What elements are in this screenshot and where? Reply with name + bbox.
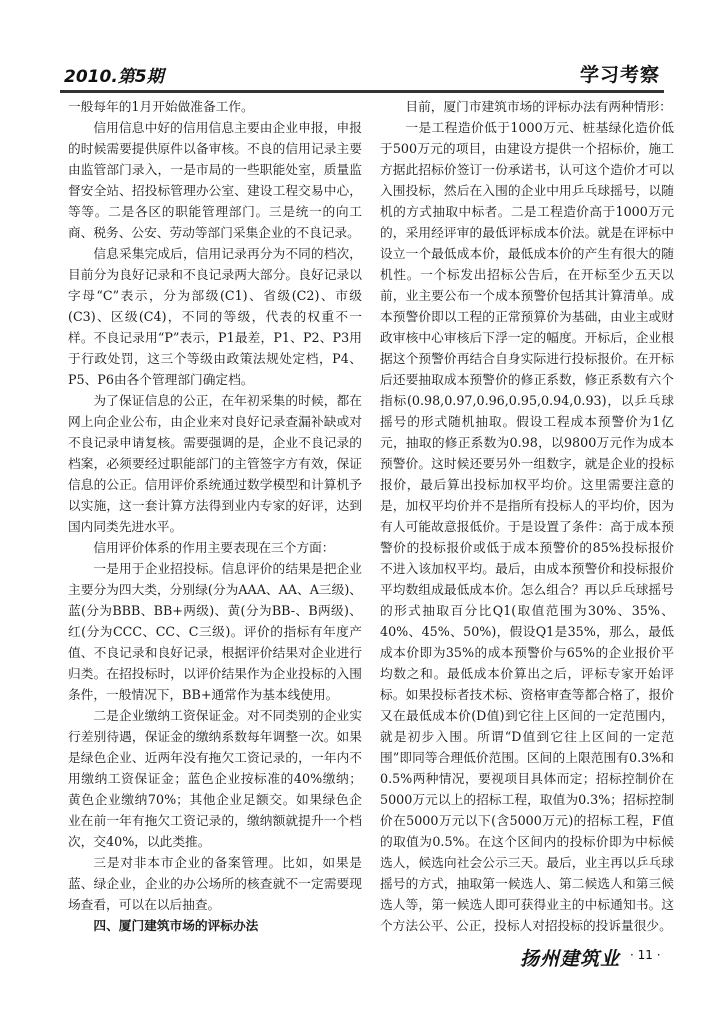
paragraph: 一是工程造价低于1000万元、桩基绿化造价低于500万元的项目，由建设方提供一个招标价，施工方据此招标价签订一份承诺书，认可这个造价才可以入围投标，然后在入围的企业中用乒乓球摇号，以随机的方式抽取中标者。二是工程造价高于1000万元的，采用经评审的最低评标成本价法。就是在评标中设立一个最低成本价，最低成本价的产生有很大的随机性。一个标发出招标公告后，在开标至少五天以前，业主要公布一个成本预警价包括其计算清单。成本预警价即以工程的正常预算价为基础，由业主或财政审核中心审核后下浮一定的幅度。开标后，企业根据这个预警价再结合自身实际进行投标报价。在开标后还要抽取成本预警价的修正系数，修正系数有六个指标(0.98,0.97,0.96,0.95,0.94,0.93)，以乒乓球摇号的形式随机抽取。假设工程成本预警价为1亿元，抽取的修正系数为0.98，以9800万元作为成本预警价。这时候还要另外一组数字，就是企业的投标报价，最后算出投标加权平均价。这里需要注意的是，加权平均价并不是指所有投标人的平均价，因为有人可能故意报低价。于是设置了条件：高于成本预警价的投标报价或低于成本预警价的85%投标报价不进入该加权平均。最后，由成本预警价和投标报价平均数组成最低成本价。怎么组合？再以乒乓球摇号的形式抽取百分比Q1(取值范围为30%、35%、40%、45%、50%)，假设Q1是35%，那么，最低成本价即为35%的成本预警价与65%的企业报价平均数之和。最低成本价算出之后，评标专家开始评标。如果投标者技术标、资格审查等都合格了，报价又在最低成本价(D值)到它往上区间的一定范围内，就是初步入围。所谓“D值到它往上区间的一定范围”即同等合理低价范围。区间的上限范围有0.3%和0.5%两种情况，要视项目具体而定；招标控制价在5000万元以上的招标工程，取值为0.3%；招标控制价在5000万元以下(含5000万元)的招标工程，F值的取值为0.5%。在这个区间内的投标价即为中标候选人，候选向社会公示三天。最后，业主再以乒乓球摇号的方式，抽取第一候选人、第二候选人和第三候选人等，第一候选人即可获得业主的中标通知书。这个方法公平、公正，投标人对招投标的投诉量很少。 <box>380 120 674 933</box>
section-heading: 四、厦门建筑市场的评标办法 <box>93 918 259 933</box>
paragraph: 信用评价体系的作用主要表现在三个方面： <box>93 540 335 555</box>
header-rule <box>60 92 664 93</box>
paragraph: 信息采集完成后，信用记录再分为不同的档次，目前分为良好记录和不良记录两大部分。良好记录以字母“C”表示，分为部级(C1)、省级(C2)、市级(C3)、区级(C4)，不同的等级，代表的权重不一样。不良记录用“P”表示，P1最差，P1、P2、P3用于行政处罚，这三个等级由政策法规处定档，P4、P5、P6由各个管理部门确定档。 <box>68 246 362 387</box>
paragraph: 为了保证信息的公正，在年初采集的时候，都在网上向企业公布，由企业来对良好记录查漏补缺或对不良记录申请复核。需要强调的是，企业不良记录的档案，必须要经过职能部门的主管签字方有效，保证信息的公正。信用评价系统通过数学模型和计算机予以实施，这一套计算方法得到业内专家的好评，达到国内同类先进水平。 <box>68 393 362 534</box>
page-footer <box>520 944 670 974</box>
paragraph: 一是用于企业招投标。信息评价的结果是把企业主要分为四大类，分别绿(分为AAA、AA、A三级)、蓝(分为BBB、BB+两级)、黄(分为BB-、B两级)、红(分为CCC、CC、C三级)。评价的指标有年度产值、不良记录和良好记录，根据评价结果对企业进行归类。在招投标时，以评价结果作为企业投标的入围条件，一般情况下，BB+通常作为基本线使用。 <box>68 561 362 702</box>
magazine-logo: 扬州建筑业 <box>520 948 621 970</box>
paragraph: 一般每年的1月开始做准备工作。 <box>68 99 254 114</box>
paragraph: 三是对非本市企业的备案管理。比如，如果是蓝、绿企业，企业的办公场所的核查就不一定需要现场查看，可以在以后抽查。 <box>68 855 362 912</box>
right-column <box>380 96 674 936</box>
paragraph: 二是企业缴纳工资保证金。对不同类别的企业实行差别待遇，保证金的缴纳系数每年调整一次。如果是绿色企业、近两年没有拖欠工资记录的，一年内不用缴纳工资保证金；蓝色企业按标准的40%缴纳；黄色企业缴纳70%；其他企业足额交。如果绿色企业在前一年有拖欠工资记录的，缴纳额就提升一个档次，交40%，以此类推。 <box>68 708 362 849</box>
paragraph: 信用信息中好的信用信息主要由企业申报，申报的时候需要提供原件以备审核。不良的信用记录主要由监管部门录入，一是市局的一些职能处室，质量监督安全站、招投标管理办公室、建设工程交易中心，等等。二是各区的职能管理部门。三是统一的向工商、税务、公安、劳动等部门采集企业的不良记录。 <box>68 120 362 240</box>
column-title: 学习考察 <box>579 64 660 86</box>
issue-label: 2010.第5期 <box>64 67 164 87</box>
left-column <box>68 96 362 936</box>
page-header <box>60 56 664 92</box>
paragraph: 目前，厦门市建筑市场的评标办法有两种情形： <box>405 99 672 114</box>
page-number: · 11 · <box>630 948 661 962</box>
